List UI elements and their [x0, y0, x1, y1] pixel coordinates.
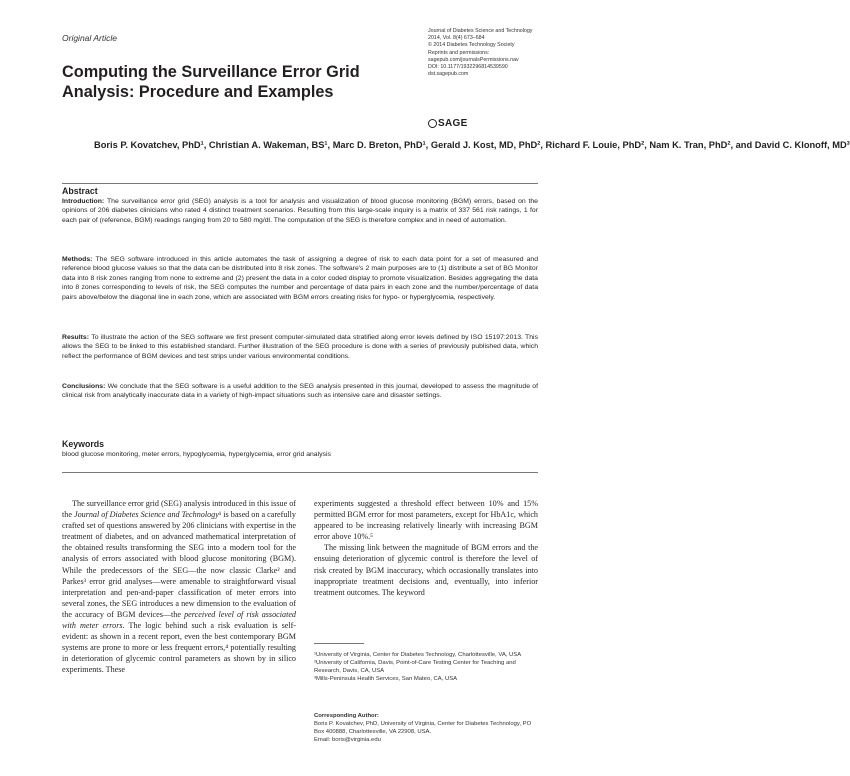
author: Boris P. Kovatchev, PhD¹, [94, 140, 209, 150]
divider [62, 472, 538, 473]
abstract-section-label: Results: [62, 334, 92, 341]
corresponding-author [314, 712, 538, 744]
keywords-heading: Keywords [62, 439, 105, 449]
affiliation: ³Mills-Peninsula Health Services, San Mateo, CA, USA [314, 676, 458, 683]
abstract-heading: Abstract [62, 186, 98, 196]
doi[interactable]: DOI: 10.1177/1932296814539590 [428, 64, 508, 71]
abstract-section-text: The surveillance error grid (SEG) analysis is a tool for analysis and visualization of blood glucose monitoring (BGM) errors, based on the opinions of 206 diabetes clinicians who rated 4 distinct treatment scenarios. Resulting from this large-scale inquiry is a matrix of 337 561 risk ratings, 1 for each pair of (reference, BGM) readings ranging from 20 to 580 mg/dl. The computation of the SEG is therefore complex and in need of automation. [62, 198, 538, 224]
abstract-section-text: The SEG software introduced in this article automates the task of assigning a degree of risk to each data point for a set of measured and reference blood glucose values so that the data can be distributed into 8 risk zones. The software's 2 main purposes are to (1) distribute a set of BG Monitor data into 8 risk zones ranging from none to extreme and (2) present the data in a color coded display to promote visualization. Besides aggregating the data into 8 zones corresponding to levels of risk, the SEG computes the number and percentage of data pairs in each zone and the number/percentage of data pairs above/below the diagonal line in each zone, which are associated with BGM errors creating risks for hypo- or hyperglycemia, respectively. [62, 256, 538, 301]
corresponding-heading: Corresponding Author: [314, 713, 379, 719]
abstract-results [62, 333, 538, 361]
abstract-section-label: Conclusions: [62, 383, 108, 390]
author: and David C. Klonoff, MD³ [735, 140, 850, 150]
abstract-section-label: Introduction: [62, 198, 107, 205]
abstract-introduction [62, 197, 538, 225]
body-paragraph: experiments suggested a threshold effect between 10% and 15% permitted BGM error for most parameters, except for HbA1c, which appeared to be increasing relatively linearly with increasing BGM error above 10%.⁵ [314, 499, 538, 542]
keywords-text: blood glucose monitoring, meter errors, hypoglycemia, hyperglycemia, error grid analysis [62, 451, 331, 458]
divider [62, 183, 538, 184]
publisher-name: SAGE [438, 118, 468, 129]
author: Marc D. Breton, PhD¹, [332, 140, 431, 150]
abstract-section-text: We conclude that the SEG software is a useful addition to the SEG analysis presented in this journal, developed to assess the magnitude of clinical risk from analytically inaccurate data in a variety of high-impact situations such as intensive care and disaster settings. [62, 383, 538, 400]
article-type-label: Original Article [62, 33, 117, 43]
abstract-conclusions [62, 382, 538, 401]
publisher-logo [428, 118, 468, 129]
journal-info [428, 28, 578, 78]
body-column-right [314, 498, 538, 598]
journal-name: Journal of Diabetes Science and Technology [428, 28, 533, 34]
corresponding-address: Boris P. Kovatchev, PhD, University of Virginia, Center for Diabetes Technology, PO Box 400888, Charlottesville, VA 22908, USA. [314, 721, 532, 736]
body-text: . The logic behind such a risk evaluation is self-evident: as shown in a recent report, even the best contemporary BGM systems are prone to more or less frequent errors,⁴ potentially resulting in deterioration of glycemic control parameters as shown by in silico experiments. These [62, 621, 297, 675]
affiliation: ²University of California, Davis, Point-of-Care Testing Center for Teaching and Research, Davis, CA, USA [314, 660, 516, 675]
corresponding-email[interactable]: Email: boris@virginia.edu [314, 737, 381, 744]
author-list [94, 139, 850, 153]
author: Richard F. Louie, PhD², [545, 140, 650, 150]
body-text: The surveillance error grid (SEG) analysis introduced in this issue of the [62, 499, 296, 520]
journal-name-italic: Journal of Diabetes Science and Technology [73, 510, 219, 520]
abstract-methods [62, 255, 538, 302]
body-paragraph [62, 498, 296, 676]
copyright: © 2014 Diabetes Technology Society [428, 42, 515, 49]
abstract-section-label: Methods: [62, 256, 96, 263]
emphasis-text: perceived level of risk associated with meter errors [62, 609, 296, 631]
footnote-divider [314, 643, 364, 644]
author: Gerald J. Kost, MD, PhD², [430, 140, 546, 150]
affiliations [314, 651, 538, 683]
journal-volume: 2014, Vol. 8(4) 673–684 [428, 35, 485, 42]
abstract-section-text: To illustrate the action of the SEG software we first present computer-simulated data stratified along error levels defined by ISO 15197:2013. This allows the SEG to be linked to this established standard. Further illustration of the SEG procedure is done with a series of previously published data, which reflect the performance of BGM devices and test strips under various environmental conditions. [62, 334, 538, 360]
permissions-url[interactable]: sagepub.com/journalsPermissions.nav [428, 56, 519, 63]
article-title: Computing the Surveillance Error Grid Analysis: Procedure and Examples [62, 63, 360, 101]
reprints-label: Reprints and permissions: [428, 49, 490, 56]
author: Nam K. Tran, PhD², [649, 140, 736, 150]
sage-logo-icon [428, 119, 437, 128]
affiliation: ¹University of Virginia, Center for Diabetes Technology, Charlottesville, VA, USA [314, 652, 522, 658]
body-paragraph: The missing link between the magnitude of BGM errors and the ensuing deterioration of glycemic control is therefore the level of risk created by BGM inaccuracy, which occasionally translates into inappropriate treatment decisions and, eventually, into inferior treatment outcomes. The keyword [314, 543, 538, 597]
journal-url[interactable]: dst.sagepub.com [428, 71, 469, 78]
body-text: ¹ is based on a carefully crafted set of questions answered by 206 clinicians with expertise in the treatment of diabetes, and on advanced mathematical interpretation of the obtained results transforming the SEG into a modern tool for the analysis of errors associated with blood glucose monitoring (BGM). While the predecessors of the SEG—the now classic Clarke² and Parkes³ error grid analyses—were amenable to straightforward visual interpretation and pen-and-paper classification of meter errors into several zones, the SEG introduces a new dimension to the evaluation of the accuracy of BGM devices—the [62, 510, 296, 619]
body-column-left [62, 498, 296, 676]
author: Christian A. Wakeman, BS¹, [208, 140, 333, 150]
